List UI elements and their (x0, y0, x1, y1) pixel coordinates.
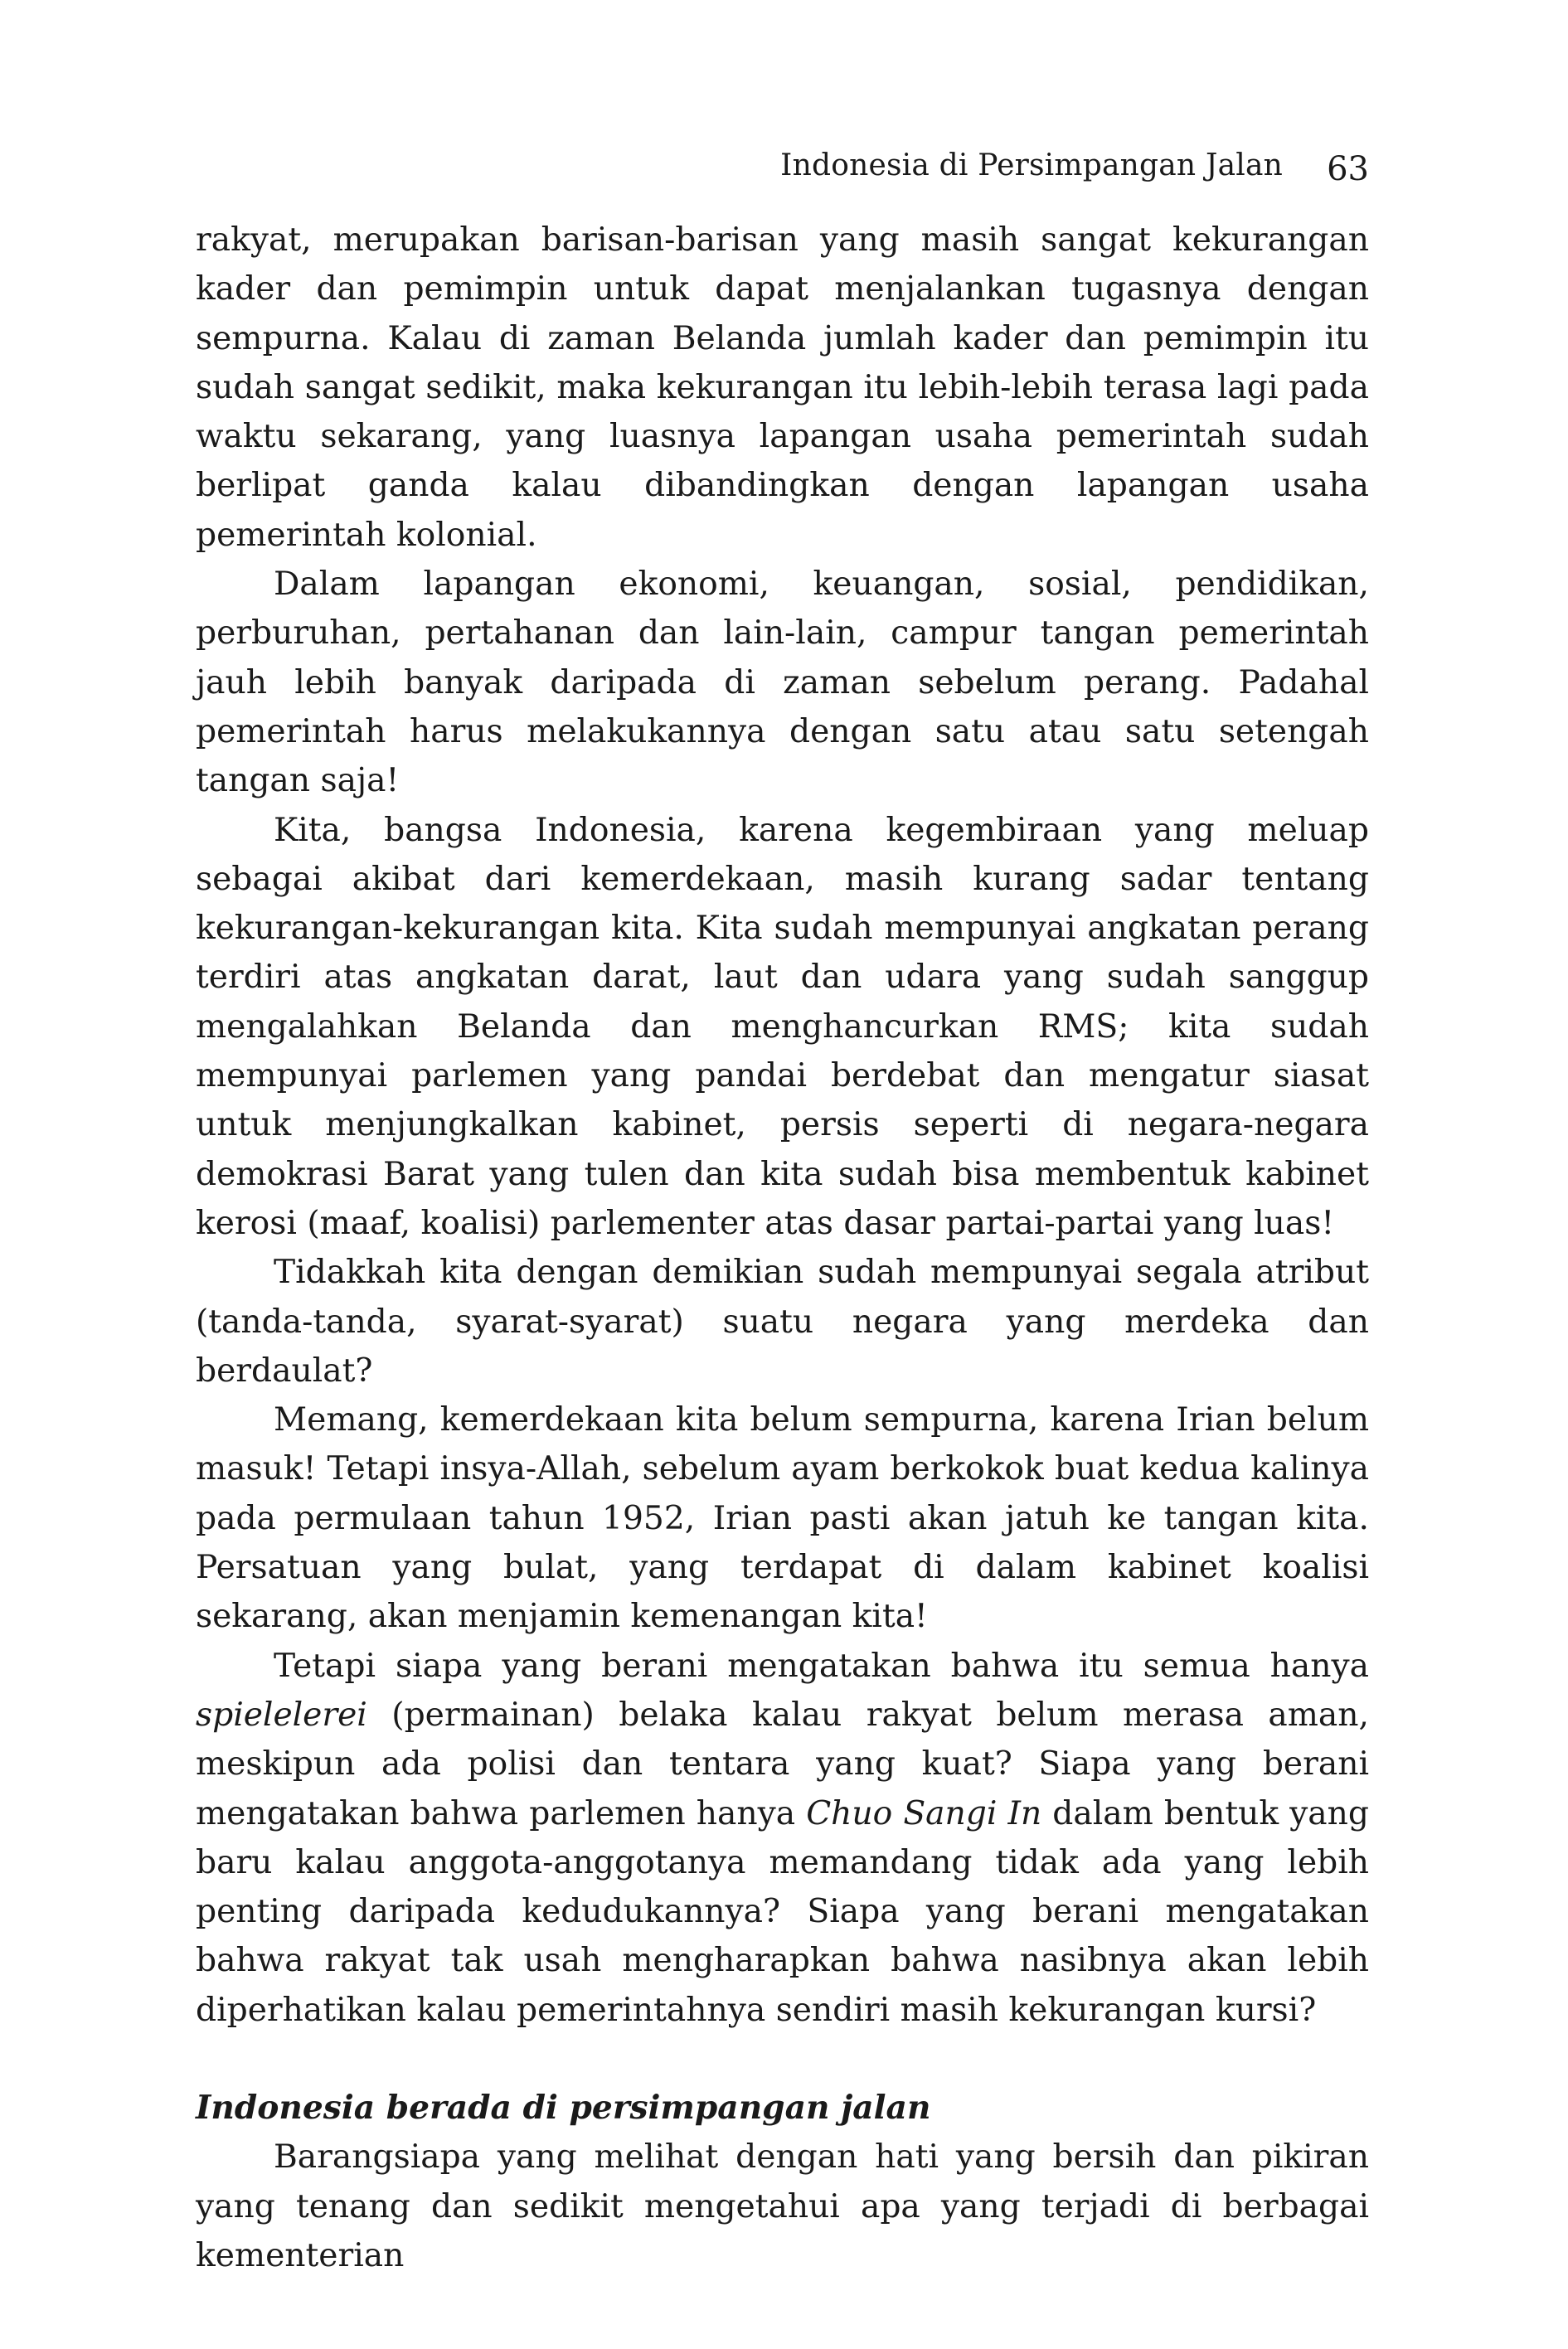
paragraph: Kita, bangsa Indonesia, karena kegembiraan yang meluap sebagai akibat dari kemerdekaan, masih kurang sadar tentang kekurangan-kekurangan kita. Kita sudah mempunyai angkatan perang terdiri atas angkatan darat, laut dan udara yang sudah sanggup mengalahkan Belanda dan menghancurkan RMS; kita sudah mempunyai parlemen yang pandai berdebat dan mengatur siasat untuk menjungkalkan kabinet, persis seperti di negara-negara demokrasi Barat yang tulen dan kita sudah bisa membentuk kabinet kerosi (maaf, koalisi) parlementer atas dasar partai-partai yang luas! (196, 811, 1369, 1242)
running-title: Indonesia di Persimpangan Jalan (780, 148, 1283, 182)
paragraph-continued: rakyat, merupakan barisan-barisan yang masih sangat kekurangan kader dan pemimpin untuk dapat menjalankan tugasnya dengan sempurna. Kalau di zaman Belanda jumlah kader dan pemimpin itu sudah sangat sedikit, maka kekurangan itu lebih-lebih terasa lagi pada waktu sekarang, yang luasnya lapangan usaha pemerintah sudah berlipat ganda kalau dibandingkan dengan lapangan usaha pemerintah kolonial. (196, 221, 1369, 554)
paragraph-with-italics (196, 1642, 1369, 2035)
paragraph: Tidakkah kita dengan demikian sudah mempunyai segala atribut (tanda-tanda, syarat-syarat) suatu negara yang merdeka dan berdaulat? (196, 1254, 1369, 1390)
page-number: 63 (1327, 150, 1369, 188)
italic-term: spielelerei (196, 1696, 367, 1734)
italic-term: Chuo Sangi In (806, 1794, 1042, 1832)
paragraph-text: Tetapi siapa yang berani mengatakan bahwa itu semua hanya (274, 1647, 1369, 1685)
paragraph-text: (permainan) belaka kalau rakyat belum merasa aman, meskipun ada polisi dan tentara yang kuat? Siapa yang berani mengatakan bahwa parlemen hanya (196, 1696, 1369, 1832)
paragraph-text: dalam bentuk yang baru kalau anggota-anggotanya memandang tidak ada yang lebih penting daripada kedudukannya? Siapa yang berani mengatakan bahwa rakyat tak usah mengharapkan bahwa nasibnya akan lebih diperhatikan kalau pemerintahnya sendiri masih kekurangan kursi? (196, 1794, 1369, 2029)
running-header (196, 146, 1369, 196)
paragraph: Barangsiapa yang melihat dengan hati yang bersih dan pikiran yang tenang dan sedikit mengetahui apa yang terjadi di berbagai kementerian (196, 2138, 1369, 2274)
section-heading: Indonesia berada di persimpangan jalan (196, 2088, 931, 2127)
paragraph: Memang, kemerdekaan kita belum sempurna, karena Irian belum masuk! Tetapi insya-Allah, sebelum ayam berkokok buat kedua kalinya pada permulaan tahun 1952, Irian pasti akan jatuh ke tangan kita. Persatuan yang bulat, yang terdapat di dalam kabinet koalisi sekarang, akan menjamin kemenangan kita! (196, 1401, 1369, 1636)
paragraph: Dalam lapangan ekonomi, keuangan, sosial, pendidikan, perburuhan, pertahanan dan lain-lain, campur tangan pemerintah jauh lebih banyak daripada di zaman sebelum perang. Padahal pemerintah harus melakukannya dengan satu atau satu setengah tangan saja! (196, 565, 1369, 800)
body-text (196, 216, 1369, 2280)
